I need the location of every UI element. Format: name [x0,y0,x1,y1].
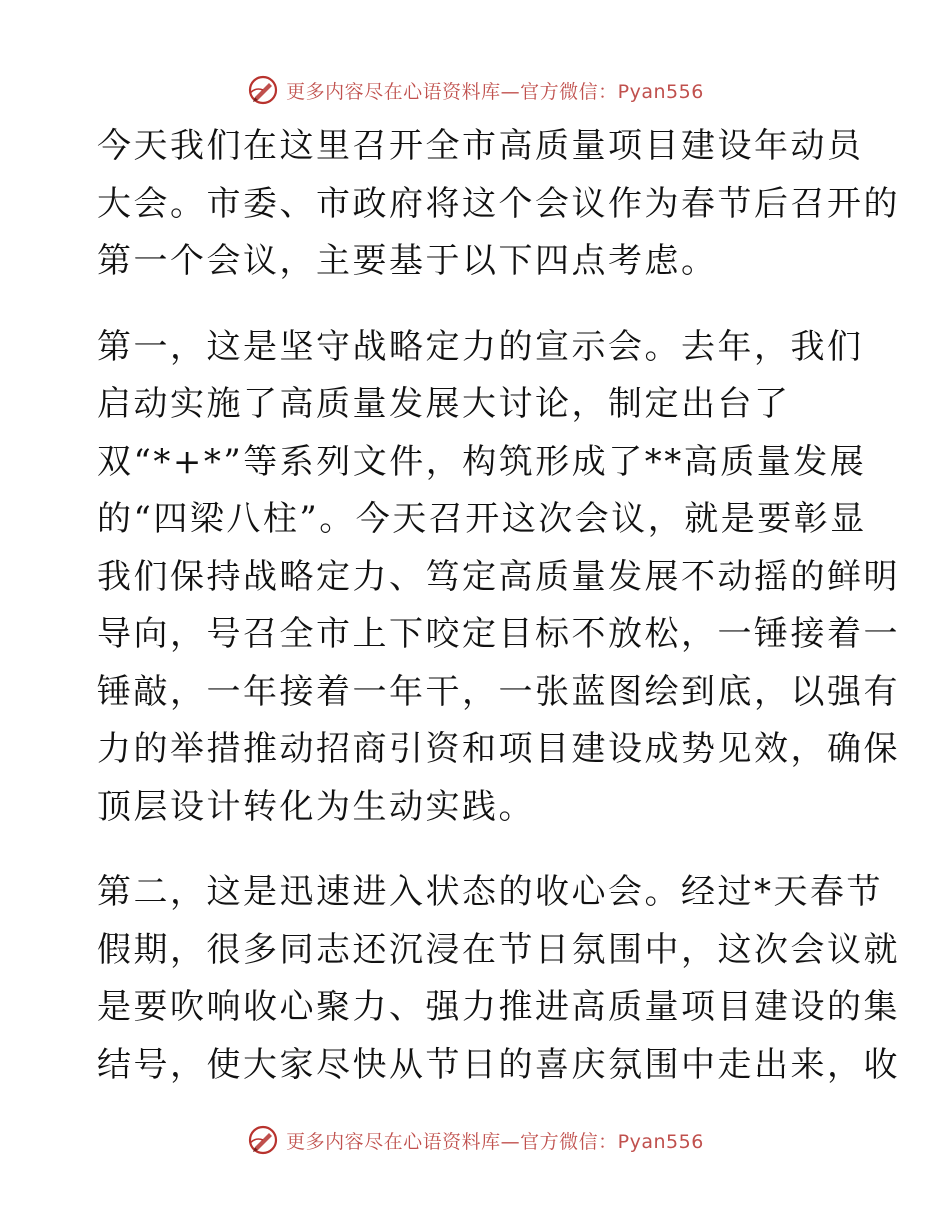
pen-logo-icon [246,73,280,107]
header-banner [0,70,950,110]
footer-banner-text: 更多内容尽在心语资料库—官方微信：Pyan556 [286,1130,704,1153]
text-line: 我们保持战略定力、笃定高质量发展不动摇的鲜明 [97,556,900,597]
header-banner-text: 更多内容尽在心语资料库—官方微信：Pyan556 [286,80,704,103]
text-line: 的“四梁八柱”。今天召开这次会议，就是要彰显 [97,499,867,539]
text-line: 锤敲，一年接着一年干，一张蓝图绘到底，以强有 [97,671,900,712]
text-line: 第一，这是坚守战略定力的宣示会。去年，我们 [97,326,864,367]
text-line: 双“*+*”等系列文件，构筑形成了**高质量发展 [97,441,867,482]
paragraph-2 [97,319,900,837]
text-line: 启动实施了高质量发展大讨论，制定出台了 [97,384,791,424]
document-body [97,118,900,1094]
text-line: 顶层设计转化为生动实践。 [97,786,535,827]
text-line: 是要吹响收心聚力、强力推进高质量项目建设的集 [97,987,900,1027]
text-line: 力的举措推动招商引资和项目建设成势见效，确保 [97,729,900,769]
paragraph-1 [97,118,900,291]
text-line: 第一个会议，主要基于以下四点考虑。 [97,241,718,281]
text-line: 导向，号召全市上下咬定目标不放松，一锤接着一 [97,614,900,654]
text-line: 大会。市委、市政府将这个会议作为春节后召开的 [97,183,900,224]
paragraph-3 [97,864,900,1094]
paragraph-gap [97,836,857,864]
footer-banner [0,1120,950,1160]
pen-logo-icon [246,1123,280,1157]
text-line: 今天我们在这里召开全市高质量项目建设年动员 [97,126,864,166]
paragraph-gap [97,291,857,319]
text-line: 结号，使大家尽快从节日的喜庆氛围中走出来，收 [97,1044,900,1085]
text-line: 假期，很多同志还沉浸在节日氛围中，这次会议就 [97,929,900,970]
text-line: 第二，这是迅速进入状态的收心会。经过*天春节 [97,872,883,912]
